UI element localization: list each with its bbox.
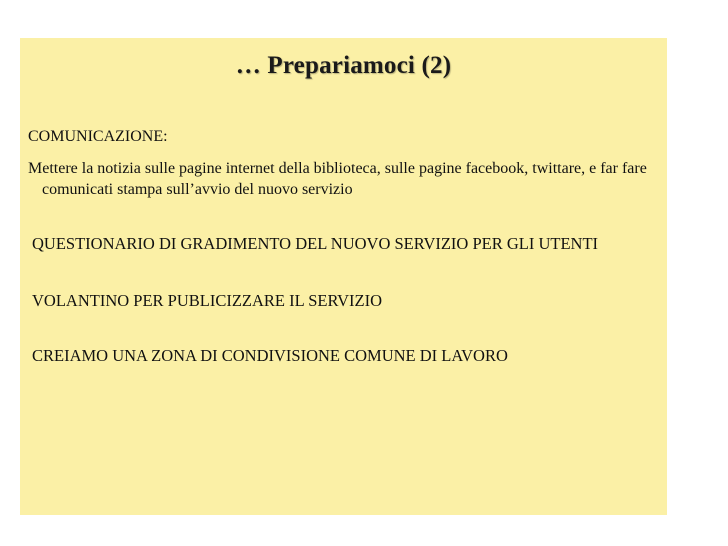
list-item: VOLANTINO PER PUBLICIZZARE IL SERVIZIO — [32, 291, 383, 310]
list-item: CREIAMO UNA ZONA DI CONDIVISIONE COMUNE DI LAVORO — [32, 346, 508, 365]
list-item: QUESTIONARIO DI GRADIMENTO DEL NUOVO SERVIZIO PER GLI UTENTI — [32, 234, 599, 253]
slide-title: … Prepariamoci (2) — [235, 52, 452, 79]
slide — [20, 38, 667, 515]
comunicazione-paragraph: Mettere la notizia sulle pagine internet della biblioteca, sulle pagine facebook, twittare, e far fare comunicati stampa sull’avvio del nuovo servizio — [28, 160, 647, 198]
comunicazione-label: COMUNICAZIONE: — [28, 128, 168, 145]
